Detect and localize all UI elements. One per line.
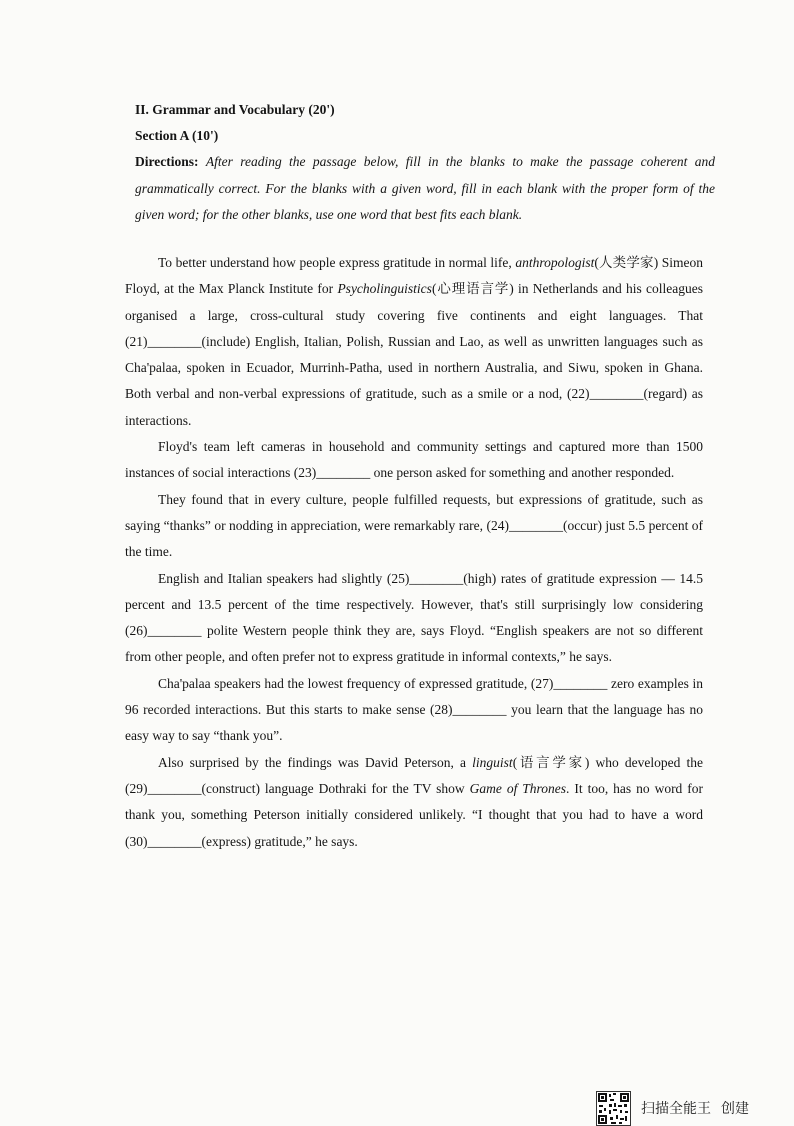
paragraph-5: Cha'palaa speakers had the lowest frequency of expressed gratitude, (27)________ zero examples in 96 recorded interactions. But this starts to make sense (28)________ you learn that the language has no easy way to say “thank you”.	[125, 675, 703, 744]
term-linguist: linguist	[472, 754, 513, 770]
paragraph-6-text-a: Also surprised by the findings was David Peterson, a	[158, 754, 473, 770]
app-name: 扫描全能王	[641, 1101, 711, 1117]
section-header	[135, 97, 715, 229]
part-title: II. Grammar and Vocabulary (20')	[135, 102, 335, 117]
paragraph-1-text-a: To better understand how people express gratitude in normal life,	[158, 255, 516, 270]
qr-code-icon	[596, 1091, 631, 1126]
paragraph-1-text-b: (人类学家) Simeon Floyd, at the Max Planck Institute for	[125, 255, 704, 297]
paragraph-6	[125, 750, 703, 855]
directions-text: After reading the passage below, fill in the blanks to make the passage coherent and grammatically correct. For the blanks with a given word, fill in each blank with the proper form of the given word; for the other blanks, use one word that best fits each blank.	[135, 154, 715, 222]
paragraph-1-text-c: (心理语言学) in Netherlands and his colleagues organised a large, cross-cultural study covering five continents and eight languages. That (21)________(include) English, Italian, Polish, Russian and Lao, as well as unwritten languages such as Cha'palaa, spoken in Ecuador, Murrinh-Patha, used in northern Australia, and Siwu, spoken in Ghana. Both verbal and non-verbal expressions of gratitude, such as a smile or a nod, (22)________(regard) as interactions.	[125, 281, 704, 428]
term-psycholinguistics: Psycholinguistics	[337, 281, 432, 297]
passage	[125, 250, 703, 855]
term-anthropologist: anthropologist	[515, 255, 595, 270]
show-title: Game of Thrones	[469, 780, 567, 796]
paragraph-3: They found that in every culture, people fulfilled requests, but expressions of gratitude, such as saying “thanks” or nodding in appreciation, were remarkably rare, (24)________(occur) just 5.5 percent of the time.	[125, 491, 703, 560]
directions	[135, 149, 715, 229]
watermark-action: 创建	[721, 1101, 749, 1117]
paragraph-6-text-c: . It too, has no word for thank you, something Peterson initially considered unlikely. “I thought that you had to have a word (30)________(express) gratitude,” he says.	[125, 780, 704, 849]
paragraph-1	[125, 250, 703, 434]
directions-label: Directions:	[135, 154, 199, 169]
paragraph-6-text-b: (语言学家) who developed the (29)________(construct) language Dothraki for the TV show	[125, 754, 703, 796]
watermark-text	[641, 1098, 749, 1118]
paragraph-2: Floyd's team left cameras in household and community settings and captured more than 1500 instances of social interactions (23)________ one person asked for something and another responded.	[125, 439, 703, 481]
paragraph-4: English and Italian speakers had slightly (25)________(high) rates of gratitude expression — 14.5 percent and 13.5 percent of the time respectively. However, that's still surprisingly low considering (26)________ polite Western people think they are, says Floyd. “English speakers are not so different from other people, and often prefer not to express gratitude in informal contexts,” he says.	[125, 570, 703, 665]
section-title: Section A (10')	[135, 128, 219, 143]
scanner-watermark	[596, 1090, 749, 1126]
